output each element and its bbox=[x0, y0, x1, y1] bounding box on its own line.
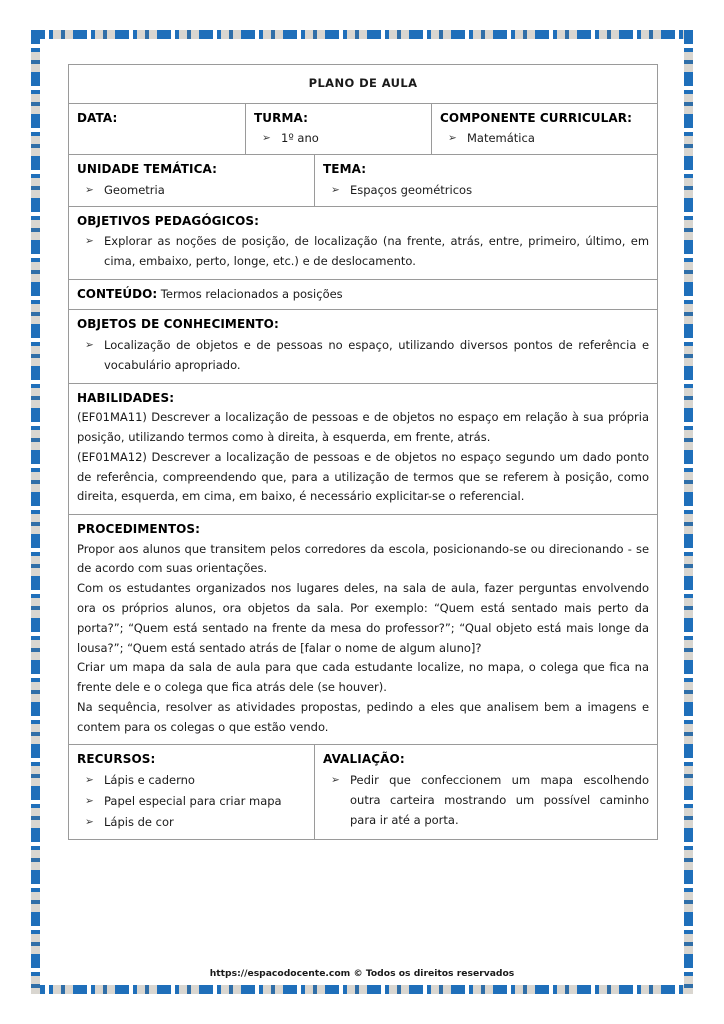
table-row-title bbox=[69, 65, 658, 104]
cell-unidade-tematica bbox=[69, 155, 315, 206]
label-unidade-tematica: UNIDADE TEMÁTICA: bbox=[77, 162, 217, 177]
list-item-label: Lápis de cor bbox=[104, 814, 174, 829]
label-habilidades: HABILIDADES: bbox=[77, 390, 175, 405]
decorative-border-right-dots bbox=[684, 30, 693, 994]
arrow-bullet-icon: ➢ bbox=[448, 132, 457, 145]
list-item-label: 1º ano bbox=[281, 131, 319, 146]
list-item bbox=[323, 771, 649, 830]
arrow-bullet-icon: ➢ bbox=[85, 339, 94, 352]
label-objetos-de-conhecimento: OBJETOS DE CONHECIMENTO: bbox=[77, 317, 279, 332]
cell-objetos-de-conhecimento bbox=[69, 310, 658, 383]
decorative-border-top-dots bbox=[31, 30, 693, 39]
value-conteudo: Termos relacionados a posições bbox=[160, 286, 343, 301]
decorative-border-left-dots bbox=[31, 30, 40, 994]
label-recursos: RECURSOS: bbox=[77, 752, 156, 767]
arrow-bullet-icon: ➢ bbox=[85, 794, 94, 807]
list-avaliacao bbox=[323, 771, 649, 830]
table-row-identification bbox=[69, 103, 658, 154]
list-tema bbox=[323, 181, 649, 201]
procedimentos-paragraph: Propor aos alunos que transitem pelos corredores da escola, posicionando-se ou direcionando - se de acordo com suas orientações. bbox=[77, 541, 650, 576]
list-item-label: Localização de objetos e de pessoas no espaço, utilizando diversos pontos de referência e vocabulário apropriado. bbox=[104, 338, 650, 372]
cell-objetivos-pedagogicos bbox=[69, 206, 658, 279]
label-data: DATA: bbox=[77, 110, 118, 125]
label-componente-curricular: COMPONENTE CURRICULAR: bbox=[440, 110, 633, 125]
decorative-border-bottom-dots bbox=[31, 985, 693, 994]
list-item-label: Matemática bbox=[467, 131, 535, 146]
cell-procedimentos bbox=[69, 515, 658, 745]
list-recursos bbox=[77, 771, 306, 832]
arrow-bullet-icon: ➢ bbox=[85, 773, 94, 786]
list-item bbox=[77, 336, 649, 376]
table-row-recursos-avaliacao bbox=[69, 745, 658, 840]
list-item bbox=[77, 792, 306, 812]
list-item-label: Explorar as noções de posição, de localização (na frente, atrás, entre, primeiro, último, em cima, embaixo, perto, longe, etc.) e de deslocamento. bbox=[104, 234, 650, 268]
table-row-theme bbox=[69, 155, 658, 206]
list-item bbox=[254, 129, 423, 149]
procedimentos-paragraph: Na sequência, resolver as atividades propostas, pedindo a eles que analisem bem a imagens e contem para os colegas o que estão vendo. bbox=[77, 699, 650, 734]
arrow-bullet-icon: ➢ bbox=[85, 815, 94, 828]
list-item-label: Papel especial para criar mapa bbox=[104, 793, 282, 808]
cell-data bbox=[69, 103, 246, 154]
page-title: PLANO DE AULA bbox=[69, 65, 658, 104]
list-item bbox=[440, 129, 649, 149]
cell-tema bbox=[315, 155, 658, 206]
list-item-label: Pedir que confeccionem um mapa escolhendo outra carteira mostrando um possível caminho para ir até a porta. bbox=[350, 772, 650, 827]
cell-recursos bbox=[69, 745, 315, 840]
list-turma bbox=[254, 129, 423, 149]
label-procedimentos: PROCEDIMENTOS: bbox=[77, 522, 201, 537]
list-item bbox=[77, 771, 306, 791]
label-tema: TEMA: bbox=[323, 162, 367, 177]
table-row-objetivos bbox=[69, 206, 658, 279]
list-item bbox=[77, 813, 306, 833]
habilidades-paragraph: (EF01MA12) Descrever a localização de pessoas e de objetos no espaço segundo um dado ponto de referência, compreendendo que, para a utilização de termos que se referem à posição, como direita, esquerda, em cima, em baixo, é necessário explicitar-se o referencial. bbox=[77, 449, 650, 504]
table-row-procedimentos bbox=[69, 515, 658, 745]
procedimentos-paragraph: Criar um mapa da sala de aula para que cada estudante localize, no mapa, o colega que fica na frente dele e o colega que fica atrás dele (se houver). bbox=[77, 660, 650, 695]
label-avaliacao: AVALIAÇÃO: bbox=[323, 752, 405, 767]
cell-conteudo bbox=[69, 279, 658, 310]
footer-copyright: https://espacodocente.com © Todos os direitos reservados bbox=[209, 968, 515, 979]
value-data[interactable] bbox=[77, 128, 237, 148]
table-row-objetos-conhecimento bbox=[69, 310, 658, 383]
arrow-bullet-icon: ➢ bbox=[85, 235, 94, 248]
cell-habilidades bbox=[69, 383, 658, 514]
list-item-label: Geometria bbox=[104, 182, 165, 197]
arrow-bullet-icon: ➢ bbox=[331, 773, 340, 786]
table-row-conteudo bbox=[69, 279, 658, 310]
label-turma: TURMA: bbox=[254, 110, 309, 125]
list-objetivos-pedagogicos bbox=[77, 232, 649, 272]
cell-avaliacao bbox=[315, 745, 658, 840]
list-objetos-de-conhecimento bbox=[77, 336, 649, 376]
list-item bbox=[323, 181, 649, 201]
habilidades-paragraph: (EF01MA11) Descrever a localização de pessoas e de objetos no espaço em relação à sua própria posição, utilizando termos como à direita, à esquerda, em frente, atrás. bbox=[77, 410, 650, 445]
arrow-bullet-icon: ➢ bbox=[85, 183, 94, 196]
list-unidade-tematica bbox=[77, 181, 306, 201]
label-conteudo: CONTEÚDO: bbox=[77, 286, 158, 301]
list-item-label: Espaços geométricos bbox=[350, 182, 473, 197]
arrow-bullet-icon: ➢ bbox=[262, 132, 271, 145]
procedimentos-paragraph: Com os estudantes organizados nos lugares deles, na sala de aula, fazer perguntas envolvendo ora os próprios alunos, ora objetos da sala. Por exemplo: “Quem está sentado mais perto da porta?”; “Quem está sentado na frente da mesa do professor?”; “Qual objeto está mais longe da lousa?”; “Quem está sentado atrás de [falar o nome de algum aluno]? bbox=[77, 581, 650, 655]
lesson-plan-table bbox=[68, 64, 658, 840]
cell-componente-curricular bbox=[432, 103, 658, 154]
label-objetivos-pedagogicos: OBJETIVOS PEDAGÓGICOS: bbox=[77, 213, 260, 228]
list-item-label: Lápis e caderno bbox=[104, 772, 195, 787]
cell-turma bbox=[246, 103, 432, 154]
list-item bbox=[77, 232, 649, 272]
table-row-habilidades bbox=[69, 383, 658, 514]
list-item bbox=[77, 181, 306, 201]
list-componente-curricular bbox=[440, 129, 649, 149]
arrow-bullet-icon: ➢ bbox=[331, 183, 340, 196]
